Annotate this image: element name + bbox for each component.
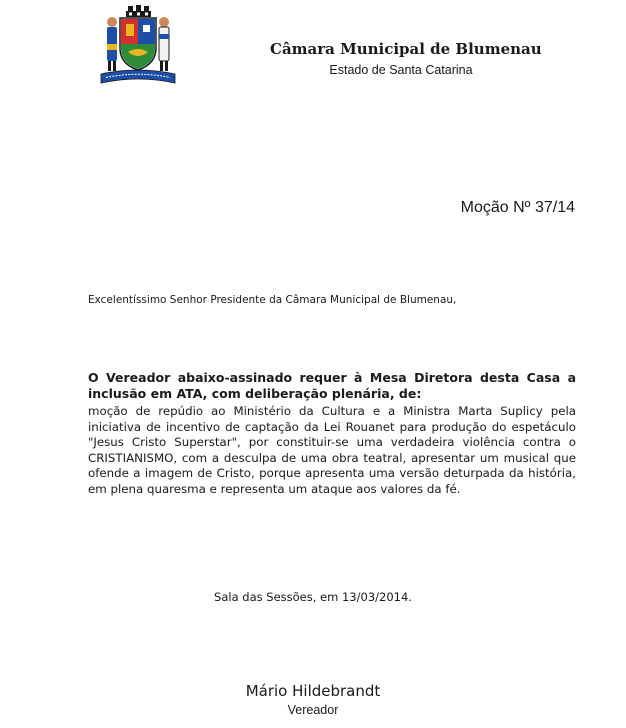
signatory-role: Vereador <box>287 703 339 717</box>
salutation: Excelentíssimo Senhor Presidente da Câmara Municipal de Blumenau, <box>88 294 457 306</box>
council-name: Câmara Municipal de Blumenau <box>270 40 542 58</box>
motion-number: Moção Nº 37/14 <box>460 199 575 216</box>
motion-body: moção de repúdio ao Ministério da Cultura e a Ministra Marta Suplicy pela iniciativa de incentivo de captação da Lei Rouanet para produção do espetáculo "Jesus Cristo Superstar", por constituir-se uma verdadeira violência contra o CRISTIANISMO, com a desculpa de uma obra teatral, apresentar um musical que ofende a imagem de Cristo, porque apresenta uma versão deturpada da história, em plena quaresma e representa um ataque aos valores da fé. <box>88 404 576 496</box>
place-date: Sala das Sessões, em 13/03/2014. <box>214 590 412 604</box>
signatory-name: Mário Hildebrandt <box>245 682 381 700</box>
state-name: Estado de Santa Catarina <box>329 63 473 77</box>
request-statement: O Vereador abaixo-assinado requer à Mesa Diretora desta Casa a inclusão em ATA, com deliberação plenária, de: <box>88 370 576 401</box>
coat-of-arms-logo <box>98 4 178 90</box>
